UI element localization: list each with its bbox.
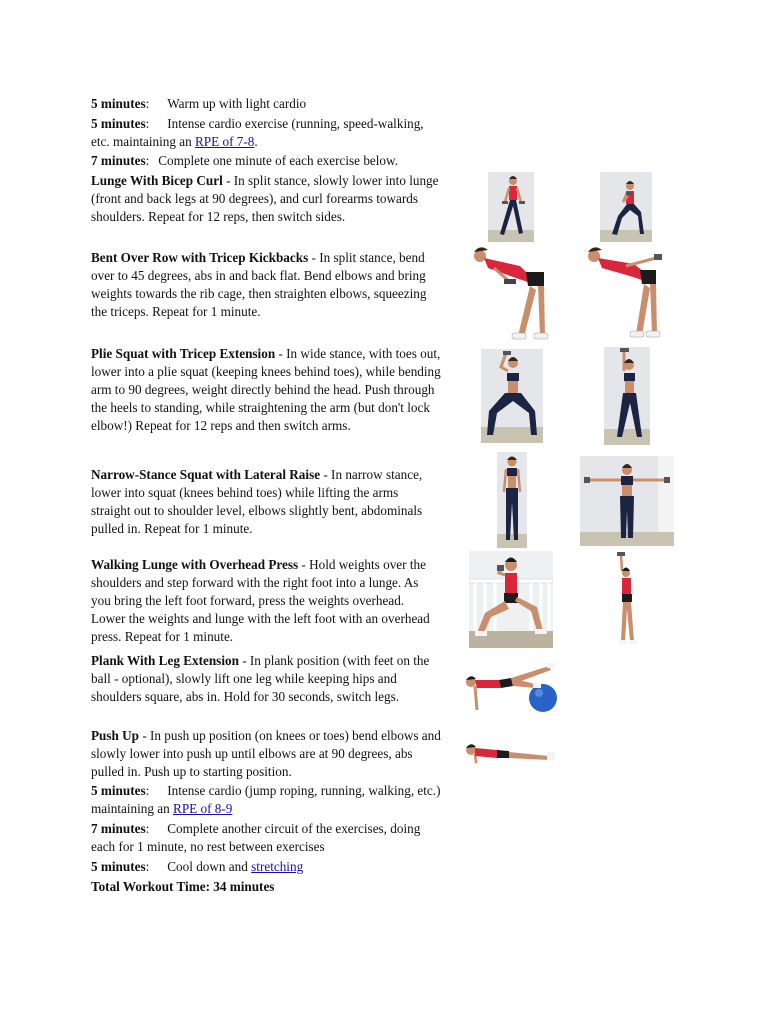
circuit2-line: 7 minutes: Complete another circuit of the exercises, doing each for 1 minute, no rest between exercises: [91, 821, 421, 854]
exercise-walking-lunge: [91, 556, 441, 646]
cardio1-duration: 5 minutes: [91, 116, 146, 131]
exercise-description: - In narrow stance, lower into squat (knees behind toes) while lifting the arms straight out to shoulder level, elbows slightly bent, abdominals pulled in. Repeat for 1 minute.: [91, 467, 423, 536]
rpe-7-8-link[interactable]: RPE of 7-8: [195, 134, 255, 149]
exercise-description: - Hold weights over the shoulders and step forward with the right foot into a lunge. As you bring the left foot forward, press the weights overhead. Lower the weights and lunge with the left foot with an overhead press. Repeat for 1 minute.: [91, 557, 430, 644]
exercise-description: - In split stance, bend over to 45 degrees, abs in and back flat. Bend elbows and bring weights towards the rib cage, then straighten elbows, squeezing the triceps. Repeat for 1 minute.: [91, 250, 427, 319]
exercise-description: - In push up position (on knees or toes) bend elbows and slowly lower into push up until elbows are at 90 degrees, abs pulled in. Push up to starting position.: [91, 728, 441, 779]
total-time: [91, 878, 274, 896]
exercise-title: Walking Lunge with Overhead Press: [91, 557, 299, 572]
walking-lunge-photo-lunge: [469, 551, 553, 648]
rpe-8-9-link[interactable]: RPE of 8-9: [173, 801, 233, 816]
exercise-title: Plie Squat with Tricep Extension: [91, 346, 276, 361]
warmup-text: Warm up with light cardio: [167, 96, 307, 111]
stretching-link[interactable]: stretching: [251, 859, 304, 874]
plank-photo: [463, 660, 559, 716]
exercise-row-kickback: [91, 249, 441, 321]
walking-lunge-photo-press: [613, 551, 639, 648]
total-time-label: Total Workout Time: 34 minutes: [91, 879, 275, 894]
cardio1-line: 5 minutes: Intense cardio exercise (running, speed-walking, etc. maintaining an RPE of 7-8.: [91, 116, 424, 149]
circuit1-text: Complete one minute of each exercise below.: [158, 153, 398, 168]
warmup-line: 5 minutes: Warm up with light cardio: [91, 96, 307, 111]
exercise-plie-squat: [91, 345, 441, 435]
exercise-description: - In plank position (with feet on the ball - optional), slowly lift one leg while keeping hips and shoulders square, abs in. Hold for 30 seconds, switch legs.: [91, 653, 430, 704]
plie-squat-photo-squat: [481, 349, 543, 443]
exercise-description: - In wide stance, with toes out, lower into a plie squat (keeping knees behind toes), while bending arm to 90 degrees, weight directly behind the head. Push through the heels to standing, while straightening the arm (but don't lock elbow!) Repeat for 12 reps and then switch arms.: [91, 346, 441, 433]
exercise-pushup: [91, 727, 441, 781]
exercise-title: Lunge With Bicep Curl: [91, 173, 223, 188]
circuit1-line: 7 minutes: Complete one minute of each exercise below.: [91, 153, 398, 168]
circuit2-text: Complete another circuit of the exercises, doing each for 1 minute, no rest between exercises: [91, 821, 421, 854]
exercise-narrow-squat: [91, 466, 441, 538]
exercise-title: Push Up: [91, 728, 140, 743]
pushup-photo: [463, 742, 559, 766]
exercise-lunge-curl: [91, 172, 441, 226]
exercise-plank: [91, 652, 441, 706]
narrow-squat-photo-raise: [580, 456, 674, 546]
lunge-curl-photo-end: [600, 172, 652, 242]
narrow-squat-photo-start: [497, 452, 527, 548]
cooldown-text: Cool down and: [167, 859, 252, 874]
exercise-title: Narrow-Stance Squat with Lateral Raise: [91, 467, 321, 482]
cooldown-line: 5 minutes: Cool down and stretching: [91, 859, 304, 874]
exercise-title: Plank With Leg Extension: [91, 653, 239, 668]
cardio2-duration: 5 minutes: [91, 783, 146, 798]
cardio1-text: Intense cardio exercise (running, speed-walking, etc. maintaining an: [91, 116, 424, 149]
cooldown-duration: 5 minutes: [91, 859, 146, 874]
exercise-title: Bent Over Row with Tricep Kickbacks: [91, 250, 309, 265]
plie-squat-photo-stand: [604, 347, 650, 445]
circuit2-duration: 7 minutes: [91, 821, 146, 836]
warmup-duration: 5 minutes: [91, 96, 146, 111]
row-kickback-photo-row: [470, 242, 552, 344]
circuit1-duration: 7 minutes: [91, 153, 146, 168]
row-kickback-photo-kickback: [586, 244, 666, 342]
lunge-curl-photo-start: [488, 172, 534, 242]
exercise-description: - In split stance, slowly lower into lunge (front and back legs at 90 degrees), and curl forearms towards shoulders. Repeat for 12 reps, then switch sides.: [91, 173, 439, 224]
cardio2-line: 5 minutes: Intense cardio (jump roping, running, walking, etc.) maintaining an RPE of 8-9: [91, 783, 441, 816]
cardio2-text: Intense cardio (jump roping, running, walking, etc.) maintaining an: [91, 783, 441, 816]
